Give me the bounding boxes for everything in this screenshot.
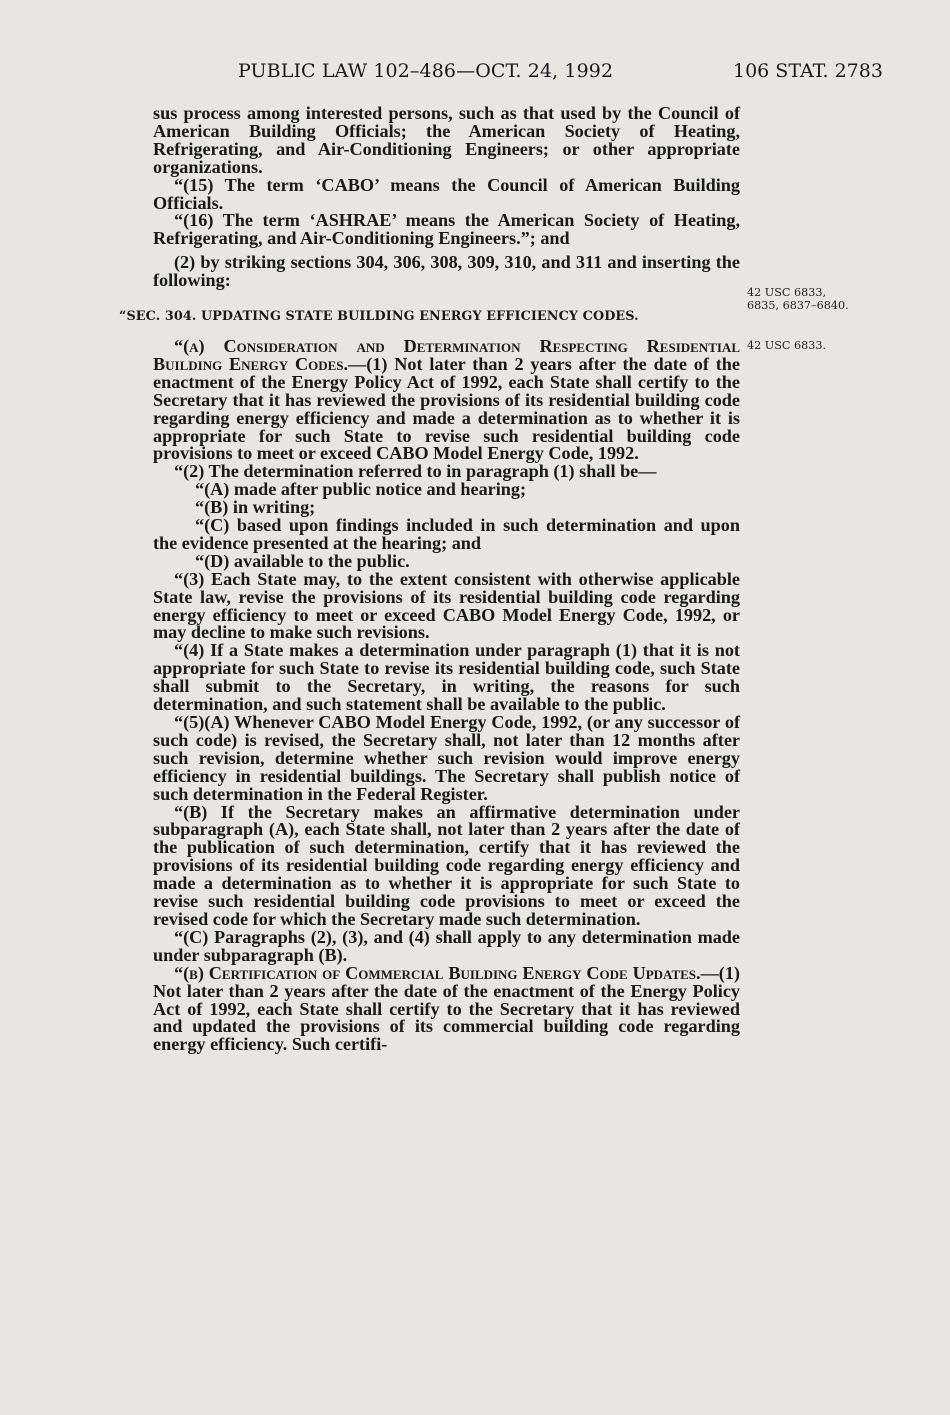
paragraph-15: “(15) The term ‘CABO’ means the Council of American Building Officials.: [153, 174, 740, 213]
paragraph-16: “(16) The term ‘ASHRAE’ means the American Society of Heating, Refrigerating, and Air-Conditioning Engineers.”; and: [153, 210, 740, 249]
margin-citation-1: [747, 286, 897, 312]
subsection-a-heading: “(a) Consideration and Determination Respecting Residential Building Energy Codes.: [153, 335, 740, 374]
subsection-a-paragraph-5B: “(B) If the Secretary makes an affirmative determination under subparagraph (A), each State shall, not later than 2 years after the date of the publication of such determination, certify that it has reviewed the provisions of its residential building code regarding energy efficiency and made a determination as to whether it is appropriate for such State to revise such residential building code provisions to meet or exceed the revised code for which the Secretary made such determination.: [153, 801, 740, 929]
subsection-a-paragraph-2: “(2) The determination referred to in paragraph (1) shall be—: [174, 461, 657, 482]
margin-citation-2: 42 USC 6833.: [747, 339, 827, 352]
margin-citation-1-line2: 6835, 6837–6840.: [747, 299, 849, 312]
subsection-b-heading: “(b) Certification of Commercial Building Energy Code Updates.: [174, 962, 701, 983]
subsection-b: [153, 962, 740, 1055]
paragraph-2-amendment: (2) by striking sections 304, 306, 308, 309, 310, and 311 and inserting the following:: [153, 252, 740, 291]
margin-citation-1-line1: 42 USC 6833,: [747, 286, 827, 299]
statute-body: [119, 103, 740, 1055]
subsection-a-paragraph-5C: “(C) Paragraphs (2), (3), and (4) shall apply to any determination made under subparagraph (B).: [153, 926, 740, 965]
subparagraph-a2-D: “(D) available to the public.: [195, 550, 410, 571]
subparagraph-a2-B: “(B) in writing;: [195, 497, 316, 518]
page-header: [0, 60, 950, 90]
section-heading: “SEC. 304. UPDATING STATE BUILDING ENERGY EFFICIENCY CODES.: [119, 309, 639, 325]
subparagraph-a2-C: “(C) based upon findings included in such determination and upon the evidence presented at the hearing; and: [153, 515, 740, 553]
subsection-a-text: —(1) Not later than 2 years after the date of the enactment of the Energy Policy Act of 1992, each State shall certify to the Secretary that it has reviewed the provisions of its residential building code regarding energy efficiency and made a determination as to whether it is appropriate for such State to revise such residential building code provisions to meet or exceed CABO Model Energy Code, 1992.: [153, 353, 740, 464]
subsection-a-paragraph-3: “(3) Each State may, to the extent consistent with otherwise applicable State law, revise the provisions of its residential building code regarding energy efficiency to meet or exceed CABO Model Energy Code, 1992, or may decline to make such revisions.: [153, 568, 740, 643]
subsection-b-text: —(1) Not later than 2 years after the date of the enactment of the Energy Policy Act of 1992, each State shall certify to the Secretary that it has reviewed and updated the provisions of its commercial building code regarding energy efficiency. Such certifi-: [153, 962, 740, 1055]
subparagraph-a2-A: “(A) made after public notice and hearing;: [195, 479, 527, 500]
subsection-a-paragraph-4: “(4) If a State makes a determination under paragraph (1) that it is not appropriate for such State to revise its residential building code, such State shall submit to the Secretary, in writing, the reasons for such determination, and such statement shall be available to the public.: [153, 640, 740, 715]
subsection-a: [153, 335, 740, 464]
header-stat-page: 106 STAT. 2783: [733, 60, 883, 82]
header-title: PUBLIC LAW 102–486—OCT. 24, 1992: [238, 60, 614, 82]
paragraph-continuation: sus process among interested persons, such as that used by the Council of American Building Officials; the American Society of Heating, Refrigerating, and Air-Conditioning Engineers; or other appropriate organizations.: [153, 103, 740, 177]
subsection-a-paragraph-5A: “(5)(A) Whenever CABO Model Energy Code, 1992, (or any successor of such code) is revised, the Secretary shall, not later than 12 months after such revision, determine whether such revision would improve energy efficiency in residential buildings. The Secretary shall publish notice of such determination in the Federal Register.: [153, 712, 740, 804]
